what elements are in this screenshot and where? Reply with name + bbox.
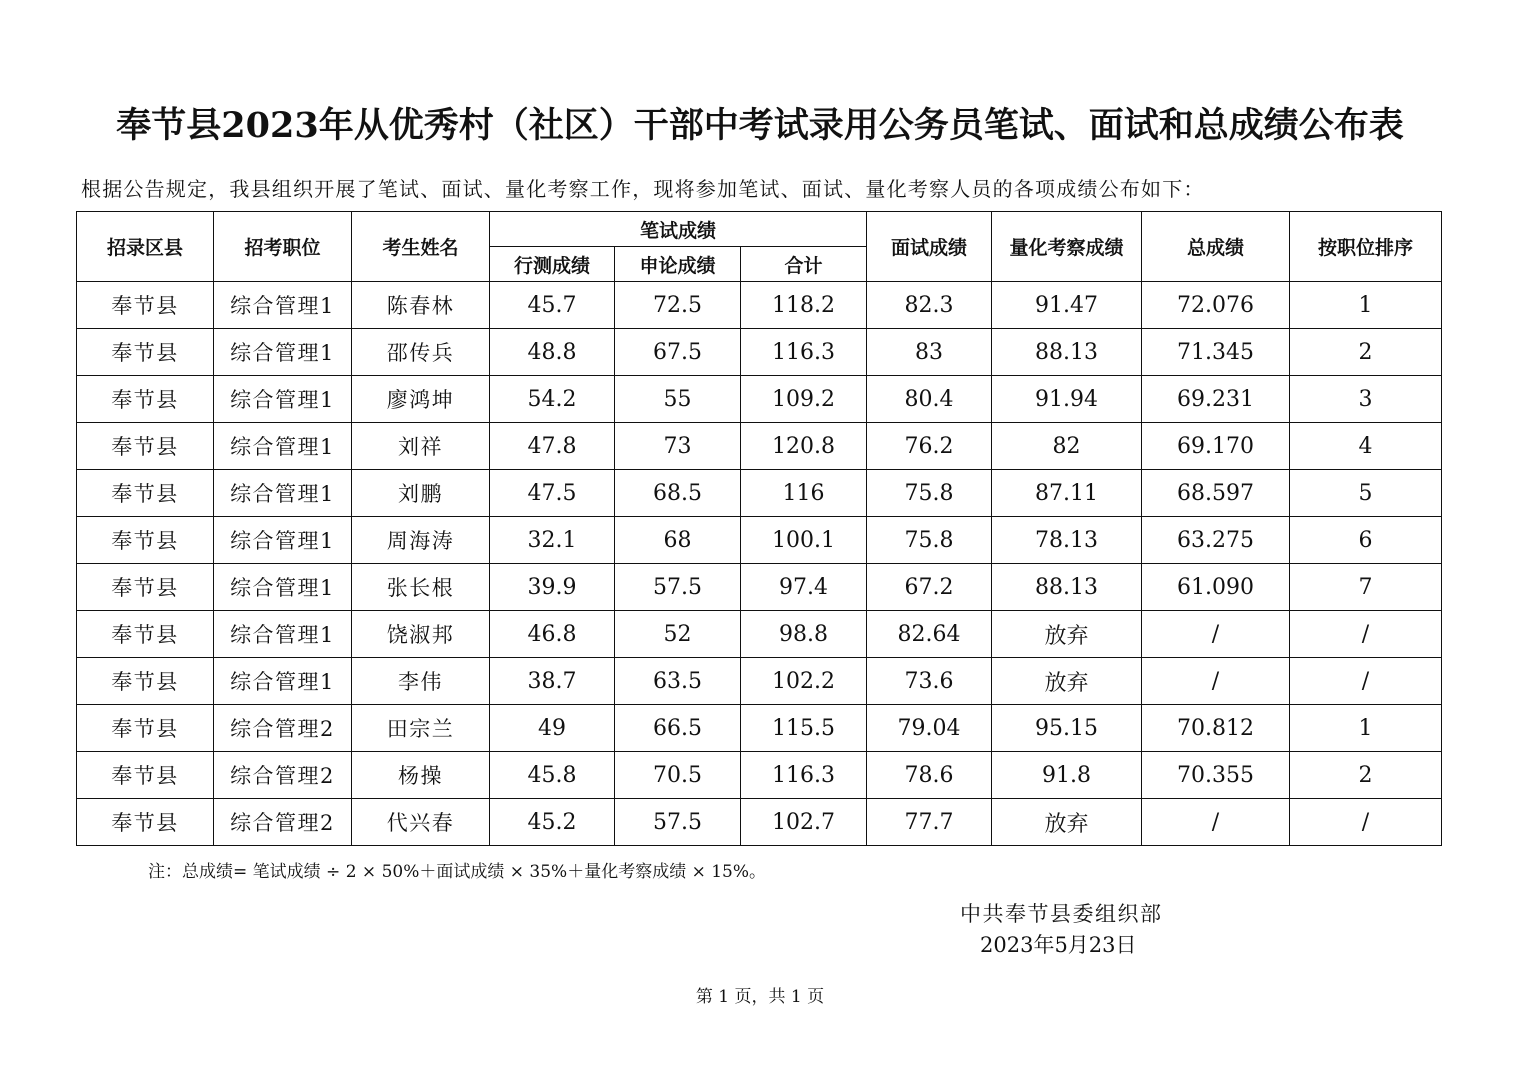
district-cell: 奉节县 xyxy=(77,564,214,611)
essay-score-cell: 52 xyxy=(615,611,741,658)
aptitude-score-cell: 45.8 xyxy=(490,752,615,799)
district-cell: 奉节县 xyxy=(77,282,214,329)
aptitude-score-cell: 54.2 xyxy=(490,376,615,423)
header-interview: 面试成绩 xyxy=(867,212,992,282)
position-cell: 综合管理2 xyxy=(214,752,352,799)
interview-score-cell: 77.7 xyxy=(867,799,992,846)
written-subtotal-cell: 100.1 xyxy=(741,517,867,564)
rank-cell: 1 xyxy=(1290,705,1442,752)
position-cell: 综合管理1 xyxy=(214,470,352,517)
aptitude-score-cell: 45.2 xyxy=(490,799,615,846)
aptitude-score-cell: 32.1 xyxy=(490,517,615,564)
district-cell: 奉节县 xyxy=(77,799,214,846)
written-subtotal-cell: 115.5 xyxy=(741,705,867,752)
header-written-group: 笔试成绩 xyxy=(490,212,867,247)
essay-score-cell: 68.5 xyxy=(615,470,741,517)
table-row xyxy=(77,564,1442,611)
name-cell: 陈春林 xyxy=(352,282,490,329)
essay-score-cell: 57.5 xyxy=(615,799,741,846)
total-score-cell: 70.812 xyxy=(1142,705,1290,752)
written-subtotal-cell: 102.2 xyxy=(741,658,867,705)
aptitude-score-cell: 48.8 xyxy=(490,329,615,376)
aptitude-score-cell: 46.8 xyxy=(490,611,615,658)
aptitude-score-cell: 47.5 xyxy=(490,470,615,517)
aptitude-score-cell: 45.7 xyxy=(490,282,615,329)
table-row xyxy=(77,658,1442,705)
interview-score-cell: 79.04 xyxy=(867,705,992,752)
interview-score-cell: 67.2 xyxy=(867,564,992,611)
page-number: 第 1 页，共 1 页 xyxy=(695,987,825,1007)
position-cell: 综合管理1 xyxy=(214,329,352,376)
name-cell: 刘祥 xyxy=(352,423,490,470)
evaluation-score-cell: 82 xyxy=(992,423,1142,470)
interview-score-cell: 83 xyxy=(867,329,992,376)
district-cell: 奉节县 xyxy=(77,423,214,470)
rank-cell: 5 xyxy=(1290,470,1442,517)
essay-score-cell: 70.5 xyxy=(615,752,741,799)
position-cell: 综合管理1 xyxy=(214,282,352,329)
written-subtotal-cell: 109.2 xyxy=(741,376,867,423)
interview-score-cell: 73.6 xyxy=(867,658,992,705)
essay-score-cell: 66.5 xyxy=(615,705,741,752)
essay-score-cell: 67.5 xyxy=(615,329,741,376)
document-title: 奉节县2023年从优秀村（社区）干部中考试录用公务员笔试、面试和总成绩公布表 xyxy=(116,105,1404,146)
total-score-cell: / xyxy=(1142,611,1290,658)
interview-score-cell: 78.6 xyxy=(867,752,992,799)
interview-score-cell: 75.8 xyxy=(867,517,992,564)
district-cell: 奉节县 xyxy=(77,658,214,705)
evaluation-score-cell: 放弃 xyxy=(992,611,1142,658)
intro-paragraph: 根据公告规定，我县组织开展了笔试、面试、量化考察工作，现将参加笔试、面试、量化考察人员的各项成绩公布如下： xyxy=(81,177,1205,201)
table-row xyxy=(77,470,1442,517)
table-row xyxy=(77,752,1442,799)
rank-cell: 2 xyxy=(1290,752,1442,799)
header-essay: 申论成绩 xyxy=(615,247,741,282)
position-cell: 综合管理2 xyxy=(214,705,352,752)
essay-score-cell: 68 xyxy=(615,517,741,564)
rank-cell: 3 xyxy=(1290,376,1442,423)
total-score-cell: 71.345 xyxy=(1142,329,1290,376)
written-subtotal-cell: 116.3 xyxy=(741,752,867,799)
interview-score-cell: 75.8 xyxy=(867,470,992,517)
rank-cell: 1 xyxy=(1290,282,1442,329)
evaluation-score-cell: 88.13 xyxy=(992,564,1142,611)
name-cell: 饶淑邦 xyxy=(352,611,490,658)
written-subtotal-cell: 116.3 xyxy=(741,329,867,376)
rank-cell: 4 xyxy=(1290,423,1442,470)
name-cell: 邵传兵 xyxy=(352,329,490,376)
position-cell: 综合管理1 xyxy=(214,517,352,564)
evaluation-score-cell: 95.15 xyxy=(992,705,1142,752)
aptitude-score-cell: 47.8 xyxy=(490,423,615,470)
written-subtotal-cell: 118.2 xyxy=(741,282,867,329)
written-subtotal-cell: 98.8 xyxy=(741,611,867,658)
table-row xyxy=(77,517,1442,564)
name-cell: 李伟 xyxy=(352,658,490,705)
written-subtotal-cell: 97.4 xyxy=(741,564,867,611)
evaluation-score-cell: 91.8 xyxy=(992,752,1142,799)
rank-cell: 2 xyxy=(1290,329,1442,376)
written-subtotal-cell: 120.8 xyxy=(741,423,867,470)
header-district: 招录区县 xyxy=(77,212,214,282)
evaluation-score-cell: 88.13 xyxy=(992,329,1142,376)
essay-score-cell: 55 xyxy=(615,376,741,423)
total-score-cell: / xyxy=(1142,799,1290,846)
table-row xyxy=(77,282,1442,329)
position-cell: 综合管理1 xyxy=(214,423,352,470)
written-subtotal-cell: 116 xyxy=(741,470,867,517)
total-score-cell: 68.597 xyxy=(1142,470,1290,517)
total-score-cell: 69.231 xyxy=(1142,376,1290,423)
district-cell: 奉节县 xyxy=(77,611,214,658)
header-evaluation: 量化考察成绩 xyxy=(992,212,1142,282)
aptitude-score-cell: 38.7 xyxy=(490,658,615,705)
name-cell: 代兴春 xyxy=(352,799,490,846)
district-cell: 奉节县 xyxy=(77,376,214,423)
evaluation-score-cell: 放弃 xyxy=(992,658,1142,705)
name-cell: 张长根 xyxy=(352,564,490,611)
essay-score-cell: 73 xyxy=(615,423,741,470)
district-cell: 奉节县 xyxy=(77,705,214,752)
table-row xyxy=(77,329,1442,376)
interview-score-cell: 82.3 xyxy=(867,282,992,329)
rank-cell: 6 xyxy=(1290,517,1442,564)
aptitude-score-cell: 49 xyxy=(490,705,615,752)
evaluation-score-cell: 87.11 xyxy=(992,470,1142,517)
grades-table xyxy=(76,211,1442,846)
table-row xyxy=(77,611,1442,658)
header-subtotal: 合计 xyxy=(741,247,867,282)
total-score-cell: 70.355 xyxy=(1142,752,1290,799)
name-cell: 杨操 xyxy=(352,752,490,799)
district-cell: 奉节县 xyxy=(77,517,214,564)
table-body xyxy=(77,282,1442,846)
district-cell: 奉节县 xyxy=(77,470,214,517)
interview-score-cell: 80.4 xyxy=(867,376,992,423)
table-row xyxy=(77,423,1442,470)
total-score-cell: 72.076 xyxy=(1142,282,1290,329)
position-cell: 综合管理1 xyxy=(214,611,352,658)
position-cell: 综合管理1 xyxy=(214,658,352,705)
position-cell: 综合管理2 xyxy=(214,799,352,846)
header-name: 考生姓名 xyxy=(352,212,490,282)
position-cell: 综合管理1 xyxy=(214,564,352,611)
position-cell: 综合管理1 xyxy=(214,376,352,423)
total-score-cell: 69.170 xyxy=(1142,423,1290,470)
issue-date: 2023年5月23日 xyxy=(980,933,1137,957)
evaluation-score-cell: 91.47 xyxy=(992,282,1142,329)
total-score-cell: 63.275 xyxy=(1142,517,1290,564)
written-subtotal-cell: 102.7 xyxy=(741,799,867,846)
header-aptitude: 行测成绩 xyxy=(490,247,615,282)
evaluation-score-cell: 放弃 xyxy=(992,799,1142,846)
header-total: 总成绩 xyxy=(1142,212,1290,282)
interview-score-cell: 82.64 xyxy=(867,611,992,658)
district-cell: 奉节县 xyxy=(77,752,214,799)
name-cell: 刘鹏 xyxy=(352,470,490,517)
rank-cell: / xyxy=(1290,658,1442,705)
header-position: 招考职位 xyxy=(214,212,352,282)
header-rank: 按职位排序 xyxy=(1290,212,1442,282)
essay-score-cell: 72.5 xyxy=(615,282,741,329)
rank-cell: / xyxy=(1290,799,1442,846)
name-cell: 田宗兰 xyxy=(352,705,490,752)
table-row xyxy=(77,799,1442,846)
issuing-organization: 中共奉节县委组织部 xyxy=(960,902,1163,926)
table-row xyxy=(77,376,1442,423)
interview-score-cell: 76.2 xyxy=(867,423,992,470)
essay-score-cell: 57.5 xyxy=(615,564,741,611)
rank-cell: 7 xyxy=(1290,564,1442,611)
table-row xyxy=(77,705,1442,752)
aptitude-score-cell: 39.9 xyxy=(490,564,615,611)
total-score-cell: / xyxy=(1142,658,1290,705)
rank-cell: / xyxy=(1290,611,1442,658)
table-header xyxy=(77,212,1442,282)
district-cell: 奉节县 xyxy=(77,329,214,376)
name-cell: 廖鸿坤 xyxy=(352,376,490,423)
evaluation-score-cell: 78.13 xyxy=(992,517,1142,564)
evaluation-score-cell: 91.94 xyxy=(992,376,1142,423)
formula-note: 注：总成绩= 笔试成绩 ÷ 2 × 50%＋面试成绩 × 35%＋量化考察成绩 × 15%。 xyxy=(148,862,767,882)
total-score-cell: 61.090 xyxy=(1142,564,1290,611)
name-cell: 周海涛 xyxy=(352,517,490,564)
essay-score-cell: 63.5 xyxy=(615,658,741,705)
